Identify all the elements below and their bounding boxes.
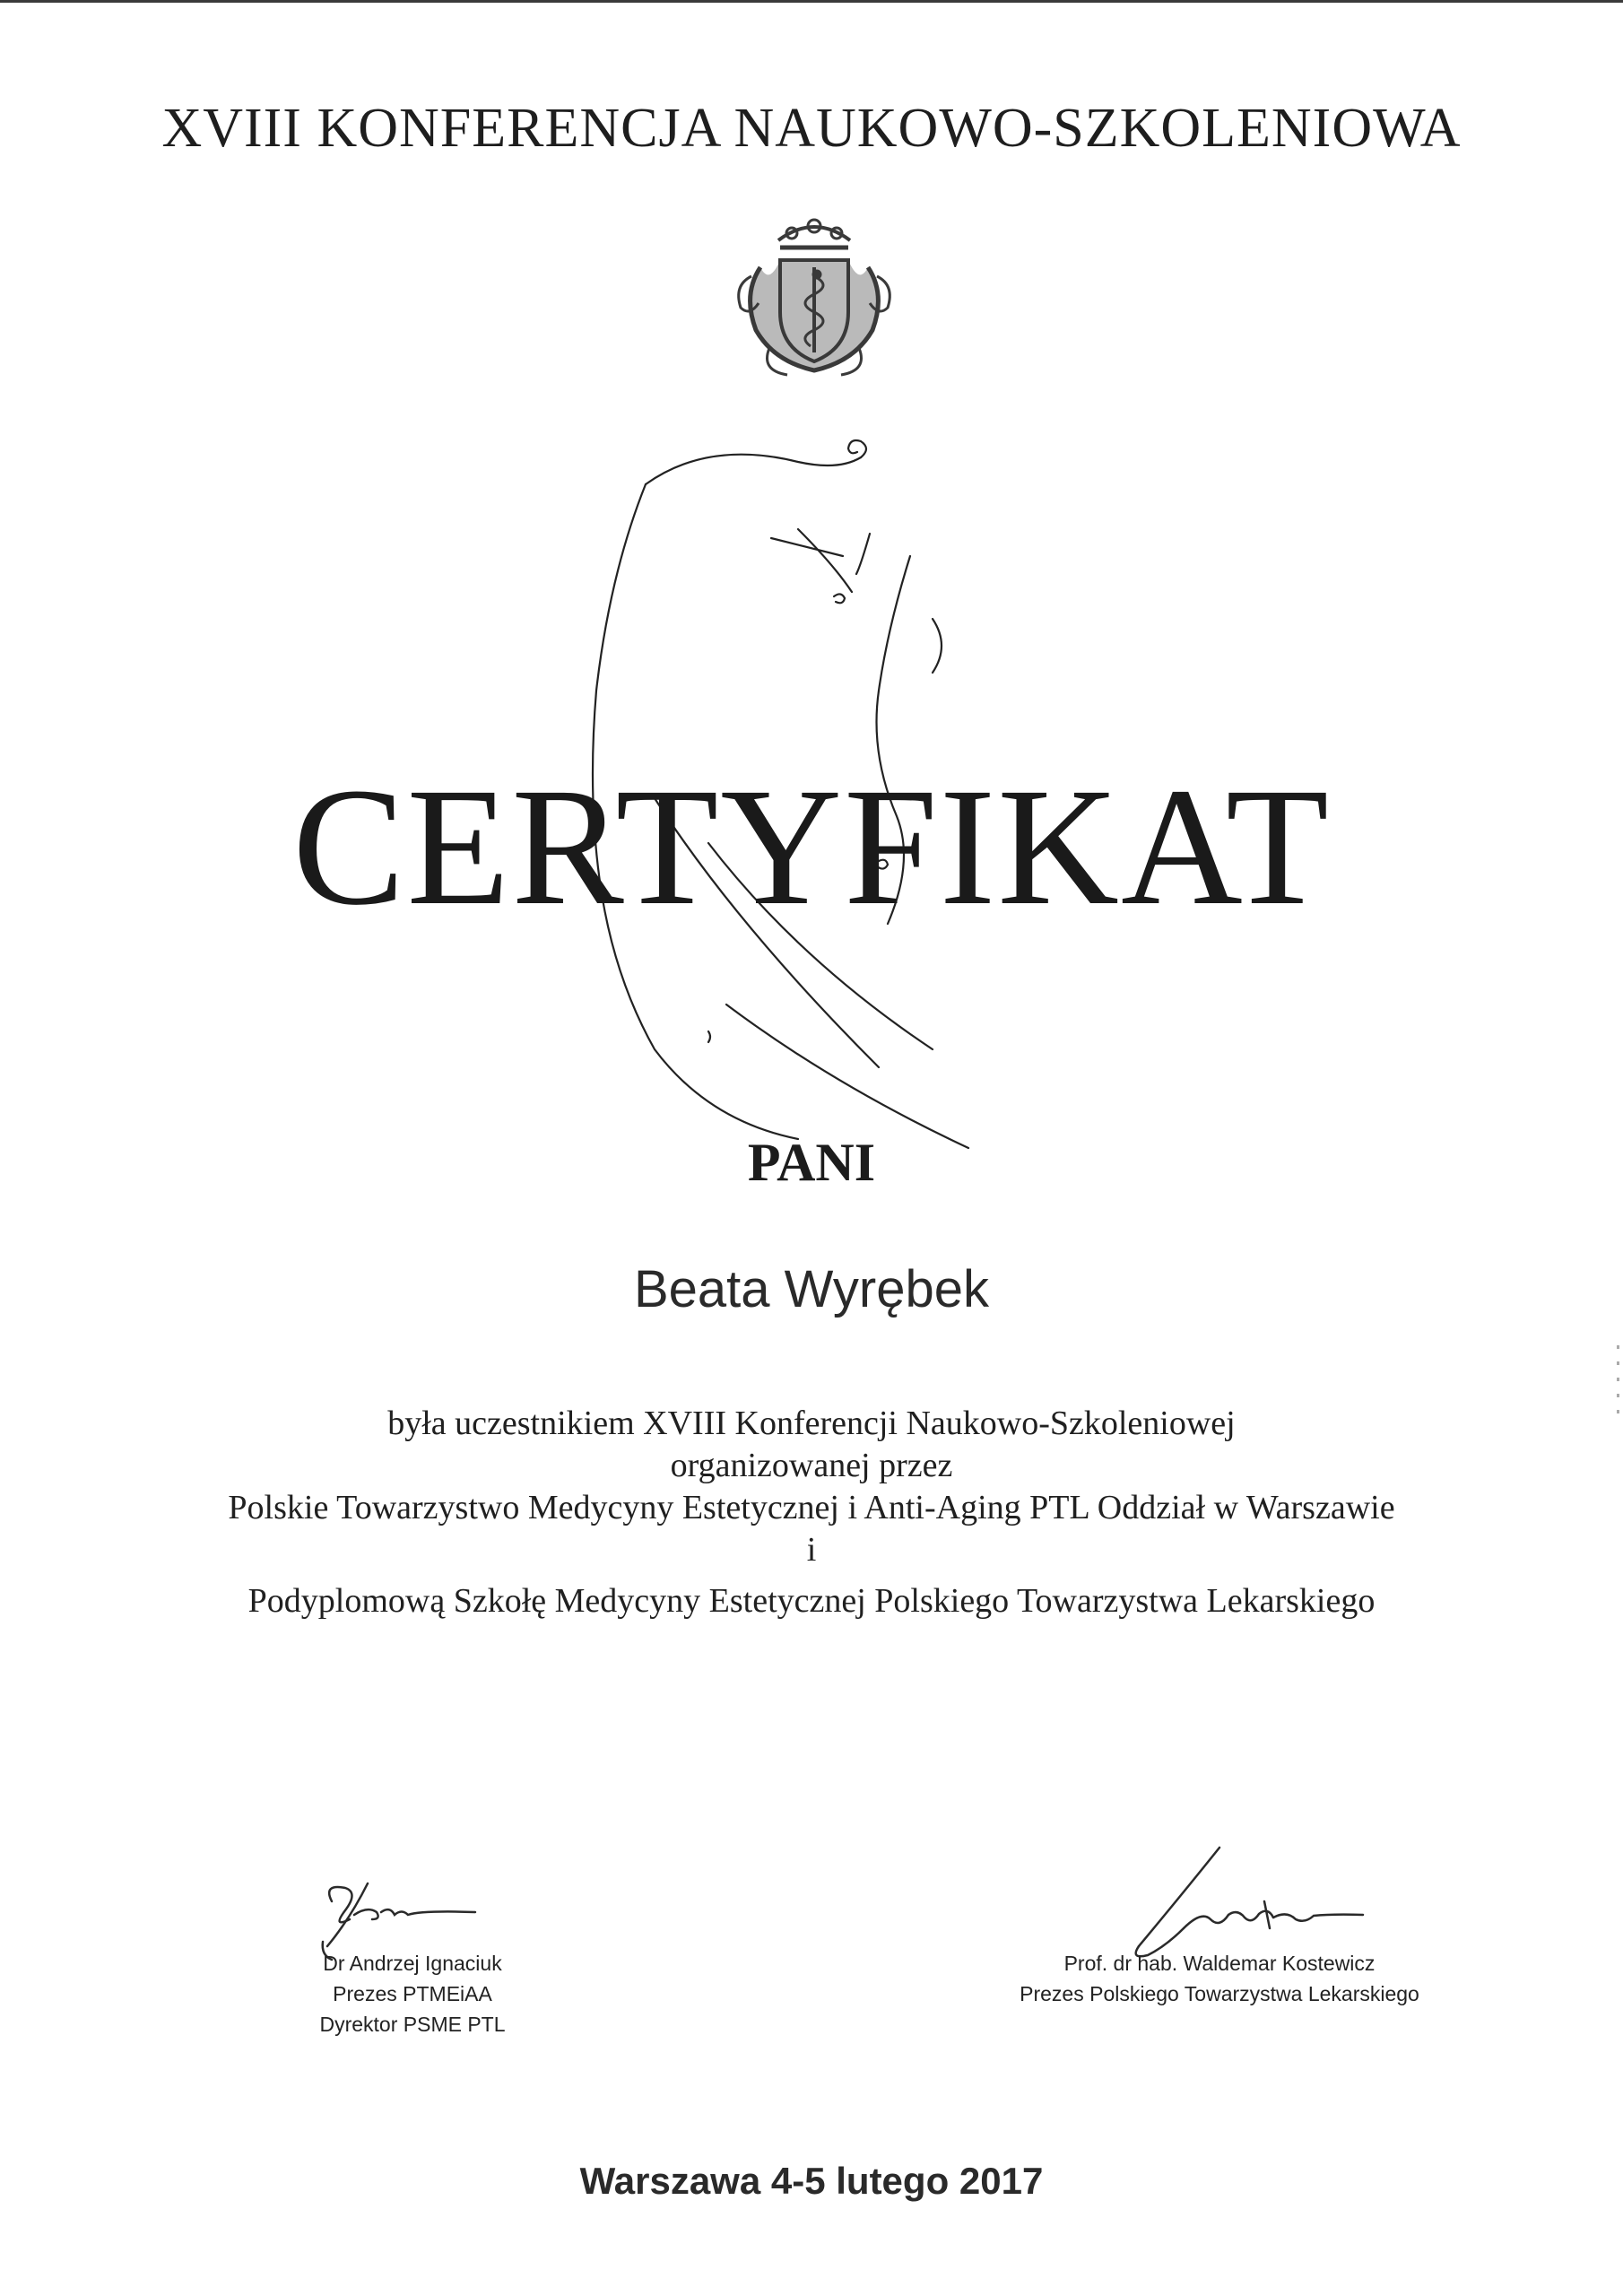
body-line-conjunction: i [806, 1531, 817, 1569]
scan-edge-line [0, 0, 1623, 3]
signatory-right [968, 1948, 1471, 2009]
body-line-organizer-2: Podyplomową Szkołę Medycyny Estetycznej Polskiego Towarzystwa Lekarskiego [247, 1582, 1376, 1620]
body-line-participation: była uczestnikiem XVIII Konferencji Naukowo-Szkoleniowej [387, 1405, 1236, 1442]
salutation: PANI [747, 1133, 876, 1192]
body-line-organizer-1: Polskie Towarzystwo Medycyny Estetycznej i Anti-Aging PTL Oddział w Warszawie [228, 1489, 1395, 1526]
signatory-right-role-1: Prezes Polskiego Towarzystwa Lekarskiego [1020, 1982, 1419, 2005]
recipient-name: Beata Wyrębek [633, 1260, 989, 1318]
crest-emblem-icon [725, 204, 904, 384]
signatory-right-name: Prof. dr hab. Waldemar Kostewicz [1063, 1952, 1376, 1975]
signatory-left-name: Dr Andrzej Ignaciuk [323, 1952, 502, 1975]
certificate-title: CERTYFIKAT [292, 752, 1331, 940]
signatory-left-role-1: Prezes PTMEiAA [333, 1982, 492, 2005]
conference-header: XVIII KONFERENCJA NAUKOWO-SZKOLENIOWA [161, 98, 1462, 159]
place-date: Warszawa 4-5 lutego 2017 [579, 2160, 1044, 2202]
signatory-left [269, 1948, 556, 2039]
body-line-organized-by: organizowanej przez [670, 1447, 953, 1484]
signatory-left-role-2: Dyrektor PSME PTL [319, 2013, 506, 2036]
